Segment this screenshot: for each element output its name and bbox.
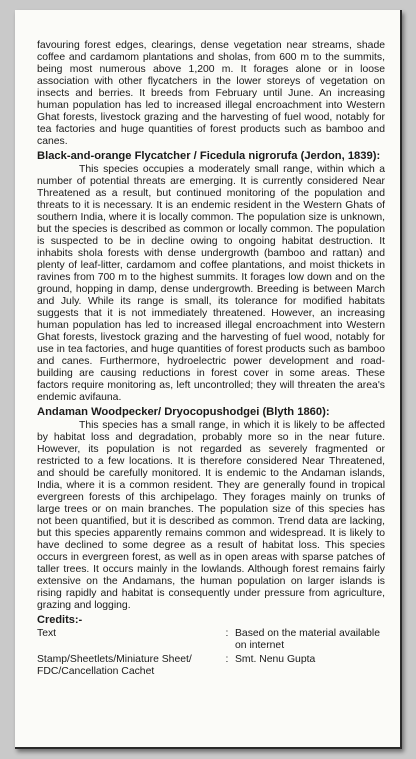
credit-value: Based on the material available on internet [235, 628, 380, 651]
credit-label: Stamp/Sheetlets/Miniature Sheet/ FDC/Cancellation Cachet [37, 654, 192, 677]
credit-row-text [37, 628, 385, 652]
credit-label: Text [37, 628, 57, 639]
credits-title: Credits:- [37, 614, 83, 626]
woodpecker-heading: Andaman Woodpecker/ Dryocopushodgei (Blyth 1860): [37, 406, 330, 418]
document-sheet [15, 10, 402, 749]
document-content [37, 40, 385, 678]
credit-colon: : [225, 628, 229, 639]
flycatcher-paragraph: This species occupies a moderately small range, within which a number of potential threats are emerging. It is currently considered Near Threatened as a result, but continued monitoring of the population and threats to it is necessary. It is an endemic resident in the Western Ghats of southern India, where it is locally common. The population size is unknown, but the species is described as common or locally common. The population is suspected to be in decline owing to ongoing habitat destruction. It inhabits shola forests with dense undergrowth (bamboo and rattan) and plenty of leaf-litter, cardamom and coffee plantations, and moist thickets in ravines from 700 m to the highest summits. It forages low down and on the ground, hopping in damp, dense undergrowth. Breeding is between March and July. While its range is small, its tolerance for modified habitats suggests that it is not immediately threatened. However, an increasing human population has led to increased illegal encroachment into Western Ghat forests, livestock grazing and the harvesting of fuel wood, notably for use in tea factories, and huge quantities of forest products such as bamboo and canes. Furthermore, hydroelectric power development and road-building are causing reductions in forest cover in some areas. These factors require monitoring as, left uncontrolled; they will threaten the area's endemic avifauna. [37, 164, 385, 403]
credit-value: Smt. Nenu Gupta [235, 654, 316, 665]
flycatcher-heading: Black-and-orange Flycatcher / Ficedula nigrorufa (Jerdon, 1839): [37, 150, 381, 162]
woodpecker-paragraph: This species has a small range, in which it is likely to be affected by habitat loss and degradation, probably more so in the near future. However, its population is not regarded as severely fragmented or restricted to a few locations. It is therefore considered Near Threatened, and should be carefully monitored. It is endemic to the Andaman islands, India, where it is a common resident. They are generally found in tropical evergreen forests of this archipelago. They forages mainly on trunks of large trees or on main branches. The population size of this species has not been quantified, but it is described as common. Trend data are lacking, but this species apparently remains common and widespread. It is likely to have declined to some degree as a result of habitat loss. This species occurs in evergreen forest, as well as in open areas with sparse patches of taller trees. It occurs mainly in the lowlands. Although forest remains fairly extensive on the Andamans, the human population on larger islands is rising rapidly and habitat is consequently under pressure from agriculture, grazing and logging. [37, 420, 385, 611]
intro-paragraph: favouring forest edges, clearings, dense vegetation near streams, shade coffee and cardamom plantations and sholas, from 600 m to the summits, being most numerous above 1,200 m. It forages alone or in loose association with other flycatchers in the lower storeys of vegetation on insects and berries. It breeds from February until June. An increasing human population has led to increased illegal encroachment into Western Ghat forests, livestock grazing and the harvesting of fuel wood, notably for tea factories and huge quantities of forest products such as bamboo and canes. [37, 40, 385, 147]
credit-row-stamp [37, 654, 385, 678]
credit-colon: : [225, 654, 229, 665]
